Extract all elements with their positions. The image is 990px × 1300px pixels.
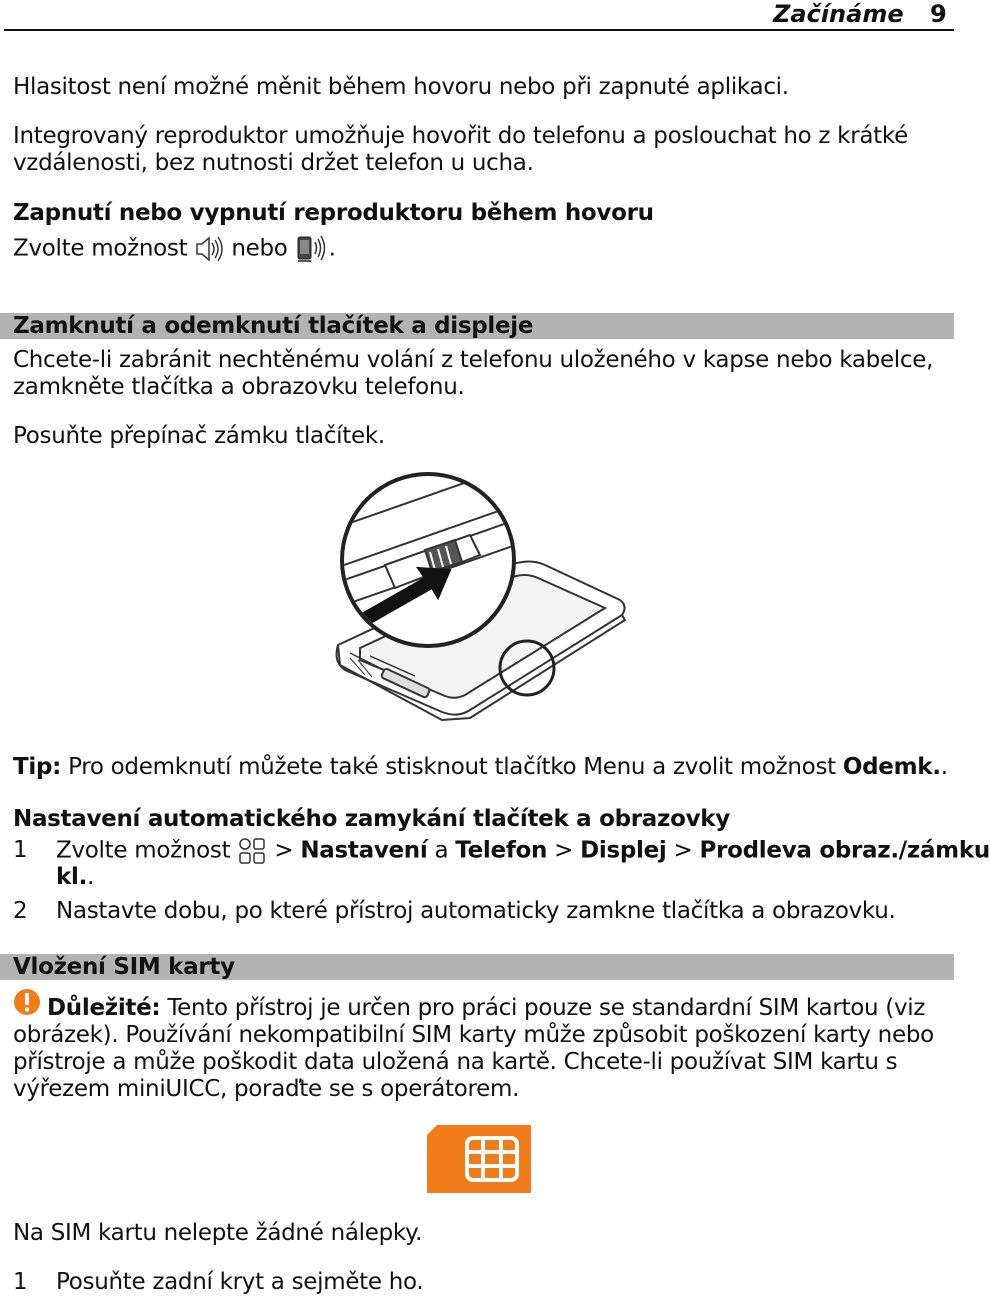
lock-desc-line2: zamkněte tlačítka a obrazovku telefonu. (13, 374, 465, 400)
sim-section-band (0, 954, 954, 980)
autolock-display: Displej (580, 837, 667, 864)
keylock-illustration (330, 470, 630, 730)
tip-bold-option: Odemk. (842, 754, 941, 780)
autolock-kl: kl. (56, 864, 88, 890)
autolock-delay: Prodleva obraz./zámku (699, 837, 990, 864)
autolock-settings: Nastavení (300, 837, 428, 864)
lock-instruction: Posuňte přepínač zámku tlačítek. (13, 423, 385, 449)
speaker-instruction (13, 234, 336, 264)
header-rule (4, 29, 954, 31)
autolock-step2-text: Nastavte dobu, po které přístroj automaticky zamkne tlačítka a obrazovku. (56, 898, 896, 924)
autolock-sep2: > (554, 837, 574, 864)
speaker-desc-line2: vzdálenosti, bez nutnosti držet telefon u ucha. (13, 150, 534, 176)
sim-step1-text: Posuňte zadní kryt a sejměte ho. (56, 1269, 424, 1295)
warning-icon (13, 988, 41, 1016)
lock-section-band (0, 313, 954, 339)
important-text-line1: Tento přístroj je určen pro práci pouze se standardní SIM kartou (viz (167, 995, 926, 1021)
sim-heading: Vložení SIM karty (13, 954, 235, 980)
lock-heading: Zamknutí a odemknutí tlačítek a displeje (13, 313, 534, 339)
page-number: 9 (930, 0, 947, 28)
autolock-step1-cont (56, 864, 94, 891)
tip-line (13, 754, 948, 781)
speaker-desc-line1: Integrovaný reproduktor umožňuje hovořit do telefonu a poslouchat ho z krátké (13, 123, 908, 149)
chapter-title: Začínáme (773, 0, 904, 28)
lock-desc-line1: Chcete-li zabránit nechtěnému volání z telefonu uloženého v kapse nebo kabelce, (13, 347, 934, 373)
handset-icon (295, 234, 329, 264)
important-line3: přístroje a může poškodit data uložená na kartě. Chcete-li používat SIM kartu s (13, 1049, 898, 1075)
autolock-step1 (56, 837, 990, 865)
important-line4: výřezem miniUICC, poraďte se s operátorem. (13, 1076, 520, 1102)
loudspeaker-icon (194, 234, 224, 264)
autolock-step2-number: 2 (13, 898, 28, 924)
important-line2: obrázek). Používání nekompatibilní SIM karty může způsobit poškození karty nebo (13, 1022, 934, 1048)
autolock-step1-number: 1 (13, 837, 28, 863)
autolock-step1-end: . (87, 864, 95, 890)
speaker-text-mid: nebo (231, 235, 288, 262)
no-stickers-note: Na SIM kartu nelepte žádné nálepky. (13, 1220, 423, 1246)
tip-end: . (940, 754, 948, 780)
volume-note: Hlasitost není možné měnit během hovoru nebo při zapnuté aplikaci. (13, 74, 789, 100)
autolock-step1-text: Zvolte možnost (56, 837, 231, 864)
speaker-text-end: . (328, 235, 336, 262)
menu-icon (237, 837, 267, 865)
sim-card-illustration (425, 1125, 533, 1195)
autolock-heading: Nastavení automatického zamykání tlačítek a obrazovky (13, 806, 730, 832)
autolock-phone: Telefon (455, 837, 548, 864)
tip-label: Tip: (13, 754, 62, 780)
tip-text: Pro odemknutí můžete také stisknout tlačítko Menu a zvolit možnost (68, 754, 836, 780)
autolock-sep1: > (274, 837, 294, 864)
important-line1 (47, 995, 925, 1022)
autolock-and: a (434, 837, 449, 864)
sim-step1-number: 1 (13, 1269, 28, 1295)
speaker-text-before: Zvolte možnost (13, 235, 188, 262)
speaker-heading: Zapnutí nebo vypnutí reproduktoru během hovoru (13, 200, 654, 226)
important-label: Důležité: (47, 995, 161, 1021)
autolock-sep3: > (673, 837, 693, 864)
